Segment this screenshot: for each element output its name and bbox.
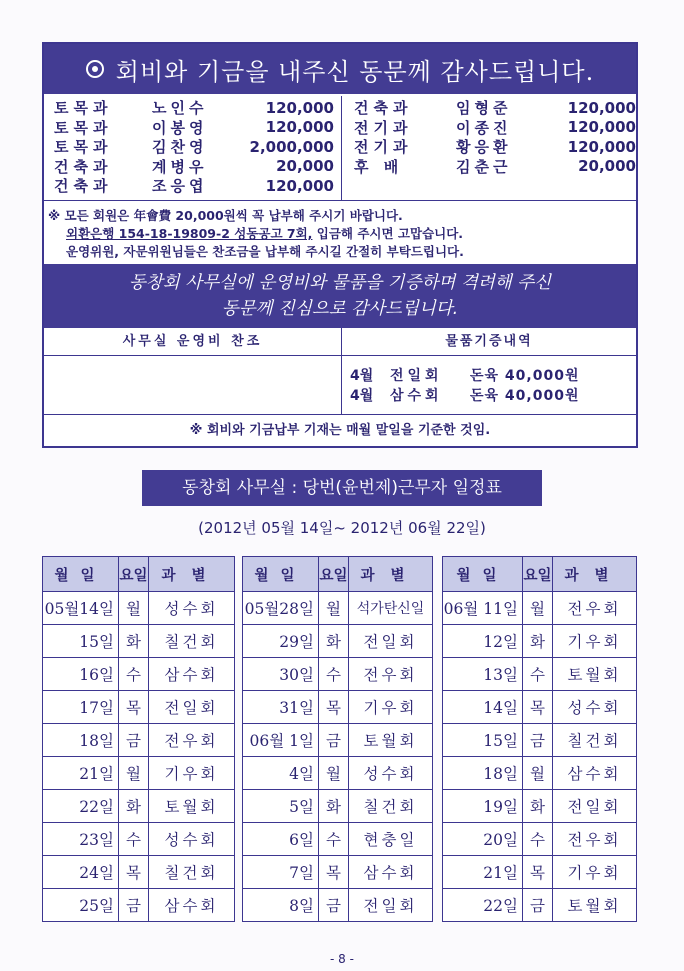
goods-month: 4월 — [350, 388, 374, 404]
duty-club: 현충일 — [349, 823, 433, 856]
duty-date: 15일 — [43, 625, 119, 658]
donor-amount: 2,000,000 — [249, 137, 334, 156]
support-header-line-2: 동문께 진심으로 감사드립니다. — [221, 299, 459, 319]
table-header-row — [243, 557, 433, 592]
donor-list-left — [44, 96, 342, 200]
goods-month: 4월 — [350, 368, 374, 384]
donor-row — [342, 118, 636, 138]
duty-weekday: 월 — [119, 757, 149, 790]
duty-club: 전일회 — [149, 691, 235, 724]
support-header-line-1: 동창회 사무실에 운영비와 물품을 기증하며 격려해 주신 — [128, 273, 552, 293]
goods-desc: 돈육 40,000원 — [470, 368, 580, 384]
donor-name: 김춘근 — [456, 157, 512, 176]
note-line-3: 운영위원, 자문위원님들은 찬조금을 납부해 주시길 간절히 부탁드립니다. — [66, 244, 464, 259]
schedule-title: 동창회 사무실 : 당번(윤번제)근무자 일정표 — [142, 470, 542, 506]
table-row — [443, 889, 637, 922]
duty-club: 기우회 — [553, 625, 637, 658]
donation-box — [42, 42, 638, 448]
duty-date: 4일 — [243, 757, 319, 790]
duty-club: 토월회 — [553, 889, 637, 922]
duty-club: 토월회 — [149, 790, 235, 823]
duty-club: 전우회 — [149, 724, 235, 757]
duty-club: 칠건회 — [349, 790, 433, 823]
donor-list-right — [342, 96, 636, 200]
table-row — [243, 790, 433, 823]
duty-club: 기우회 — [553, 856, 637, 889]
header-club: 과별 — [149, 557, 235, 592]
duty-date: 05월28일 — [243, 592, 319, 625]
duty-club: 칠건회 — [553, 724, 637, 757]
donor-row — [342, 137, 636, 157]
duty-date: 18일 — [443, 757, 523, 790]
duty-weekday: 화 — [319, 790, 349, 823]
duty-club: 전우회 — [349, 658, 433, 691]
donor-row — [44, 176, 341, 196]
duty-weekday: 금 — [319, 724, 349, 757]
duty-weekday: 목 — [319, 856, 349, 889]
donor-amount: 20,000 — [578, 157, 636, 176]
note-line-2 — [48, 225, 636, 243]
header-date: 월일 — [243, 557, 319, 592]
donor-amount: 120,000 — [265, 118, 334, 137]
table-row — [243, 889, 433, 922]
donor-name: 황응환 — [456, 138, 512, 157]
duty-date: 22일 — [43, 790, 119, 823]
donor-amount: 20,000 — [276, 157, 334, 176]
table-row — [43, 592, 235, 625]
table-row — [43, 889, 235, 922]
duty-weekday: 목 — [523, 856, 553, 889]
duty-date: 12일 — [443, 625, 523, 658]
donor-row — [342, 157, 636, 177]
donor-dept: 전기과 — [354, 118, 413, 137]
goods-donation-list — [342, 356, 636, 414]
donor-amount: 120,000 — [265, 176, 334, 195]
duty-weekday: 금 — [119, 724, 149, 757]
duty-weekday: 목 — [119, 691, 149, 724]
duty-club: 토월회 — [349, 724, 433, 757]
donor-name: 이종진 — [456, 118, 512, 137]
duty-weekday: 수 — [319, 658, 349, 691]
duty-weekday: 금 — [119, 889, 149, 922]
note-line-2-rest: 입금해 주시면 고맙습니다. — [312, 226, 464, 241]
donor-name: 계병우 — [152, 157, 208, 176]
duty-weekday: 월 — [319, 592, 349, 625]
support-col-head-goods: 물품기증내역 — [342, 328, 636, 356]
duty-date: 14일 — [443, 691, 523, 724]
donor-amount: 120,000 — [265, 98, 334, 117]
duty-weekday: 화 — [523, 790, 553, 823]
duty-club: 칠건회 — [149, 625, 235, 658]
duty-club: 삼수회 — [149, 889, 235, 922]
duty-club: 전일회 — [553, 790, 637, 823]
duty-weekday: 화 — [523, 625, 553, 658]
table-header-row — [43, 557, 235, 592]
table-row — [243, 658, 433, 691]
header-date: 월일 — [443, 557, 523, 592]
goods-club: 삼수회 — [390, 388, 443, 404]
duty-date: 18일 — [43, 724, 119, 757]
table-row — [243, 823, 433, 856]
duty-club: 기우회 — [349, 691, 433, 724]
donor-row — [44, 118, 341, 138]
table-row — [243, 757, 433, 790]
donor-name: 김찬영 — [152, 138, 208, 157]
support-col-head-operating: 사무실 운영비 찬조 — [44, 328, 342, 356]
duty-table — [42, 556, 235, 922]
duty-club: 성수회 — [149, 823, 235, 856]
duty-weekday: 수 — [119, 658, 149, 691]
table-row — [443, 658, 637, 691]
duty-weekday: 월 — [523, 757, 553, 790]
donor-dept: 후 배 — [354, 157, 404, 176]
duty-weekday: 금 — [523, 724, 553, 757]
duty-date: 30일 — [243, 658, 319, 691]
duty-club: 성수회 — [149, 592, 235, 625]
donor-dept: 토목과 — [54, 138, 113, 157]
duty-date: 25일 — [43, 889, 119, 922]
donor-dept: 건축과 — [354, 99, 413, 118]
donor-row — [44, 98, 341, 118]
schedule-period: (2012년 05월 14일~ 2012년 06월 22일) — [198, 519, 486, 537]
duty-weekday: 금 — [319, 889, 349, 922]
table-row — [243, 625, 433, 658]
table-row — [443, 691, 637, 724]
goods-row — [350, 386, 636, 406]
duty-date: 06월 1일 — [243, 724, 319, 757]
notes-area — [44, 200, 636, 264]
duty-weekday: 목 — [523, 691, 553, 724]
table-row — [243, 691, 433, 724]
table-row — [43, 724, 235, 757]
duty-date: 05월14일 — [43, 592, 119, 625]
duty-weekday: 금 — [523, 889, 553, 922]
duty-date: 17일 — [43, 691, 119, 724]
duty-weekday: 월 — [523, 592, 553, 625]
table-row — [243, 592, 433, 625]
duty-date: 6일 — [243, 823, 319, 856]
table-row — [443, 625, 637, 658]
duty-club: 전우회 — [553, 592, 637, 625]
header-club: 과별 — [349, 557, 433, 592]
donor-dept: 토목과 — [54, 118, 113, 137]
table-header-row — [443, 557, 637, 592]
duty-weekday: 월 — [319, 757, 349, 790]
support-header — [44, 264, 636, 328]
duty-date: 29일 — [243, 625, 319, 658]
goods-desc: 돈육 40,000원 — [470, 388, 580, 404]
table-row — [43, 625, 235, 658]
thanks-header-text: 회비와 기금을 내주신 동문께 감사드립니다. — [115, 57, 595, 86]
duty-weekday: 화 — [119, 790, 149, 823]
header-day: 요일 — [319, 557, 349, 592]
donor-row — [342, 98, 636, 118]
duty-date: 7일 — [243, 856, 319, 889]
donor-row — [44, 157, 341, 177]
donor-amount: 120,000 — [567, 118, 636, 137]
duty-weekday: 화 — [119, 625, 149, 658]
duty-club: 삼수회 — [349, 856, 433, 889]
donor-dept: 건축과 — [54, 177, 113, 196]
duty-date: 31일 — [243, 691, 319, 724]
operating-support-cell — [44, 356, 342, 414]
header-day: 요일 — [523, 557, 553, 592]
table-row — [43, 658, 235, 691]
duty-weekday: 화 — [319, 625, 349, 658]
duty-weekday: 수 — [119, 823, 149, 856]
duty-club: 삼수회 — [553, 757, 637, 790]
donor-dept: 전기과 — [354, 138, 413, 157]
donor-dept: 토목과 — [54, 99, 113, 118]
duty-table — [442, 556, 637, 922]
thanks-header — [44, 44, 636, 94]
duty-club: 칠건회 — [149, 856, 235, 889]
duty-club: 성수회 — [349, 757, 433, 790]
table-row — [443, 724, 637, 757]
table-row — [443, 856, 637, 889]
header-date: 월일 — [43, 557, 119, 592]
table-row — [443, 757, 637, 790]
header-club: 과별 — [553, 557, 637, 592]
donor-name: 노인수 — [152, 99, 208, 118]
table-row — [43, 691, 235, 724]
duty-date: 13일 — [443, 658, 523, 691]
duty-date: 19일 — [443, 790, 523, 823]
duty-weekday: 수 — [319, 823, 349, 856]
donor-name: 조응엽 — [152, 177, 208, 196]
duty-date: 21일 — [443, 856, 523, 889]
table-row — [243, 724, 433, 757]
duty-date: 24일 — [43, 856, 119, 889]
duty-club: 전일회 — [349, 625, 433, 658]
table-row — [43, 757, 235, 790]
table-row — [443, 823, 637, 856]
header-day: 요일 — [119, 557, 149, 592]
table-row — [443, 790, 637, 823]
duty-weekday: 월 — [119, 592, 149, 625]
duty-date: 15일 — [443, 724, 523, 757]
duty-weekday: 목 — [119, 856, 149, 889]
duty-club: 토월회 — [553, 658, 637, 691]
donor-row — [44, 137, 341, 157]
duty-date: 20일 — [443, 823, 523, 856]
donor-amount: 120,000 — [567, 98, 636, 117]
duty-date: 8일 — [243, 889, 319, 922]
donation-footnote: ※ 회비와 기금납부 기재는 매월 말일을 기준한 것임. — [44, 414, 636, 446]
donor-dept: 건축과 — [54, 157, 113, 176]
donor-amount: 120,000 — [567, 137, 636, 156]
duty-club: 삼수회 — [149, 658, 235, 691]
donor-name: 이봉영 — [152, 118, 208, 137]
duty-club: 성수회 — [553, 691, 637, 724]
duty-date: 06월 11일 — [443, 592, 523, 625]
duty-weekday: 수 — [523, 658, 553, 691]
circle-bullet-icon — [86, 60, 104, 78]
table-row — [43, 823, 235, 856]
duty-date: 21일 — [43, 757, 119, 790]
bank-account: 외환은행 154-18-19809-2 성동공고 7회, — [66, 226, 313, 241]
duty-club: 기우회 — [149, 757, 235, 790]
duty-date: 22일 — [443, 889, 523, 922]
goods-club: 전일회 — [390, 368, 443, 384]
donor-name: 임형준 — [456, 99, 512, 118]
duty-date: 16일 — [43, 658, 119, 691]
table-row — [43, 790, 235, 823]
duty-weekday: 목 — [319, 691, 349, 724]
note-line-1: ※ 모든 회원은 年會費 20,000원씩 꼭 납부해 주시기 바랍니다. — [48, 208, 403, 223]
duty-weekday: 수 — [523, 823, 553, 856]
duty-date: 5일 — [243, 790, 319, 823]
table-row — [443, 592, 637, 625]
duty-date: 23일 — [43, 823, 119, 856]
page-number: - 8 - — [330, 952, 354, 966]
duty-club: 전우회 — [553, 823, 637, 856]
duty-club: 석가탄신일 — [349, 592, 433, 625]
table-row — [43, 856, 235, 889]
goods-row — [350, 366, 636, 386]
table-row — [243, 856, 433, 889]
duty-club: 전일회 — [349, 889, 433, 922]
duty-table — [242, 556, 433, 922]
